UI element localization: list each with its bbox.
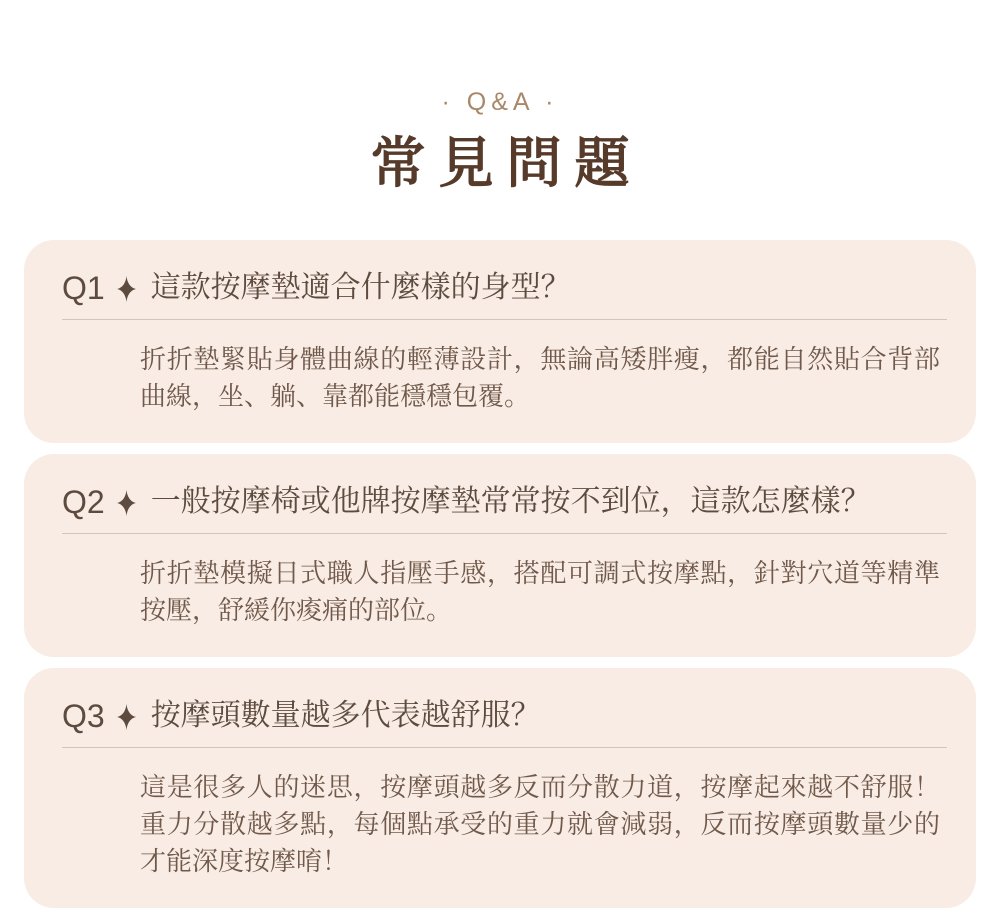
question-divider: [62, 319, 947, 320]
faq-list: [24, 240, 976, 908]
faq-card-q3: [24, 668, 976, 908]
question-text: 一般按摩椅或他牌按摩墊常常按不到位，這款怎麼樣？: [150, 485, 871, 518]
question-divider: [62, 747, 947, 748]
question-divider: [62, 533, 947, 534]
page-title: 常見問題: [370, 132, 643, 194]
question-row: [62, 481, 947, 523]
qa-eyebrow-label: · Q&A ·: [441, 88, 559, 116]
faq-card-q2: [24, 454, 976, 657]
question-row: [62, 695, 947, 737]
question-id: Q3: [62, 698, 105, 734]
answer-text: 折折墊緊貼身體曲線的輕薄設計，無論高矮胖瘦，都能自然貼合背部曲線，坐、躺、靠都能穩穩包覆。: [140, 344, 940, 411]
question-id: Q2: [62, 484, 105, 520]
sparkle-icon: [117, 490, 136, 516]
faq-header: [0, 0, 1000, 195]
answer-text: 這是很多人的迷思，按摩頭越多反而分散力道，按摩起來越不舒服！重力分散越多點，每個點承受的重力就會減弱，反而按摩頭數量少的才能深度按摩唷！: [140, 772, 940, 876]
faq-card-q1: [24, 240, 976, 443]
answer-text: 折折墊模擬日式職人指壓手感，搭配可調式按摩點，針對穴道等精準按壓，舒緩你痠痛的部位。: [140, 558, 940, 625]
question-text: 按摩頭數量越多代表越舒服？: [150, 699, 541, 732]
question-id: Q1: [62, 270, 105, 306]
sparkle-icon: [117, 276, 136, 302]
question-row: [62, 267, 947, 309]
sparkle-icon: [117, 704, 136, 730]
question-text: 這款按摩墊適合什麼樣的身型？: [150, 271, 571, 304]
